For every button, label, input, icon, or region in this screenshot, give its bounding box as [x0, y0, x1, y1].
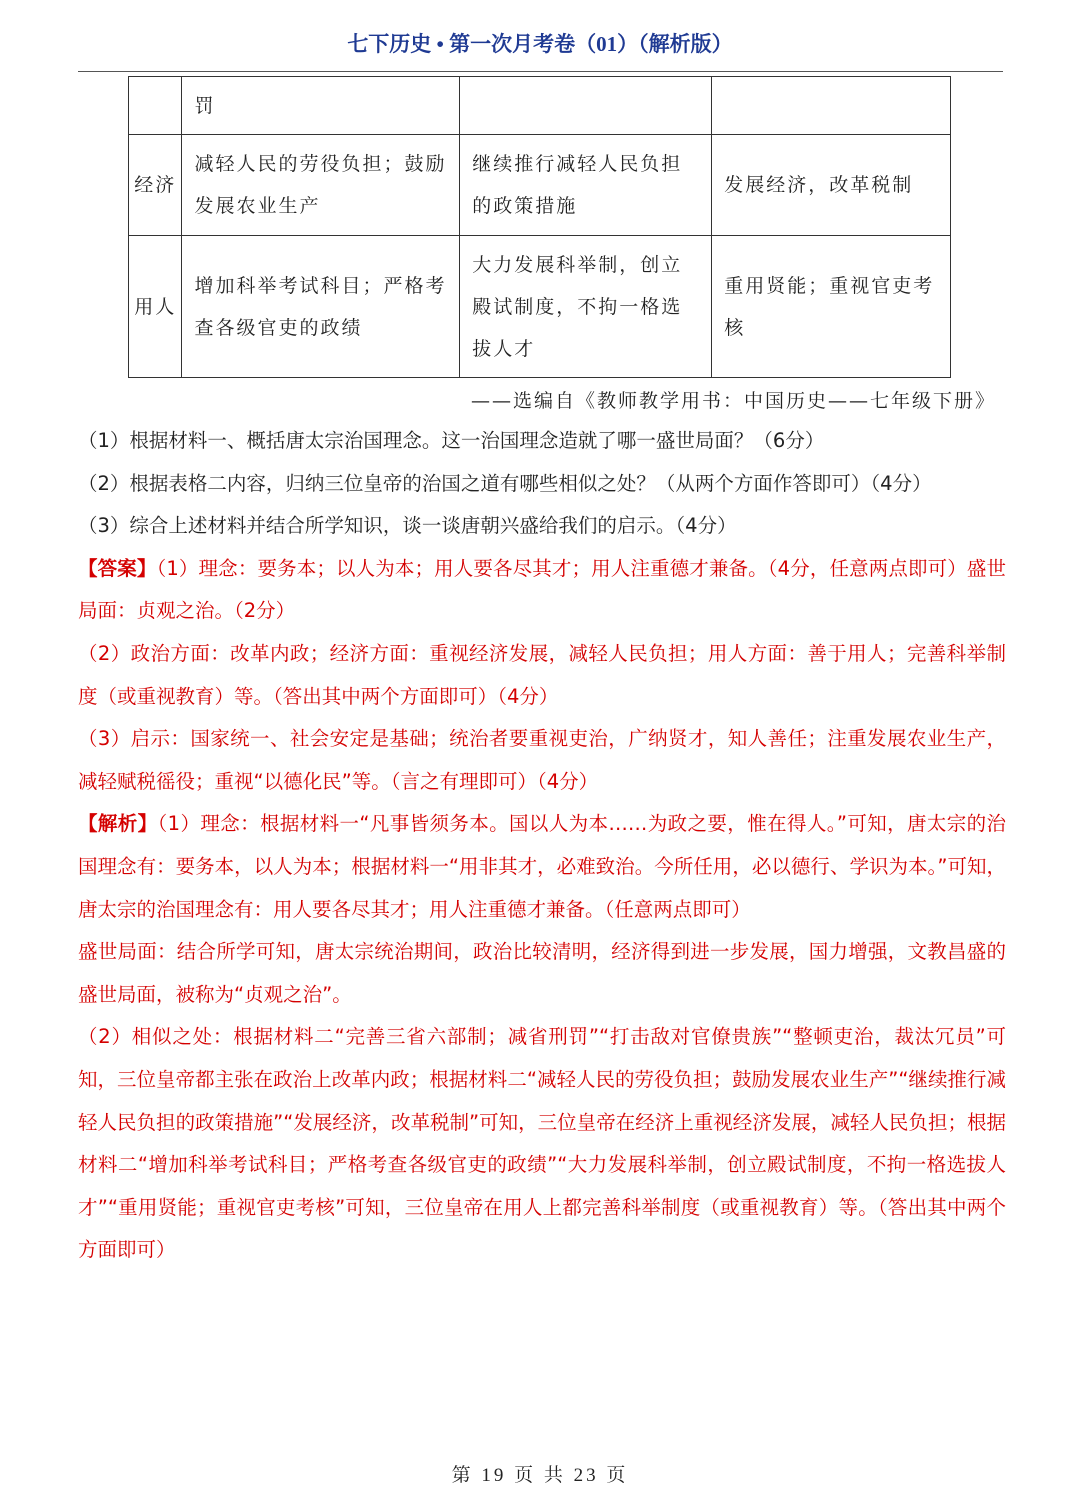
table-cell	[712, 77, 951, 135]
table-cell: 重用贤能；重视官吏考核	[712, 236, 951, 378]
question-2: （2）根据表格二内容，归纳三位皇帝的治国之道有哪些相似之处？（从两个方面作答即可）（4分）	[78, 471, 932, 495]
table-cell-label: 经济	[129, 135, 182, 236]
question-1: （1）根据材料一、概括唐太宗治国理念。这一治国理念造就了哪一盛世局面？（6分）	[78, 429, 825, 452]
answer-tag: 【答案】	[78, 556, 157, 580]
page-number: 第 19 页 共 23 页	[451, 1465, 629, 1486]
question-and-answer-body	[78, 420, 1006, 1272]
table-cell: 发展经济，改革税制	[712, 135, 951, 236]
table-cell	[460, 77, 712, 135]
table-cell: 继续推行减轻人民负担的政策措施	[460, 135, 712, 236]
table-cell: 大力发展科举制，创立殿试制度，不拘一格选拔人才	[460, 236, 712, 378]
table-cell: 减轻人民的劳役负担；鼓励发展农业生产	[182, 135, 460, 236]
table-cell: 罚	[182, 77, 460, 135]
table-row	[129, 236, 951, 378]
table-cell-label: 用人	[129, 236, 182, 378]
analysis-paragraph-3: （2）相似之处：根据材料二“完善三省六部制；减省刑罚”“打击敌对官僚贵族”“整顿吏治，裁汰冗员”可知，三位皇帝都主张在政治上改革内政；根据材料二“减轻人民的劳役负担；鼓励发展农业生产”“继续推行减轻人民负担的政策措施”“发展经济，改革税制”可知，三位皇帝在经济上重视经济发展，减轻人民负担；根据材料二“增加科举考试科目；严格考查各级官吏的政绩”“大力发展科举制，创立殿试制度，不拘一格选拔人才”“重用贤能；重视官吏考核”可知，三位皇帝在用人上都完善科举制度（或重视教育）等。（答出其中两个方面即可）	[78, 1025, 1006, 1262]
analysis-paragraph-1	[78, 803, 1006, 931]
question-3: （3）综合上述材料并结合所学知识，谈一谈唐朝兴盛给我们的启示。（4分）	[78, 514, 737, 538]
comparison-table	[128, 76, 951, 378]
answer-paragraph-2: （2）政治方面：改革内政；经济方面：重视经济发展，减轻人民负担；用人方面：善于用人；完善科举制度（或重视教育）等。（答出其中两个方面即可）（4分）	[78, 641, 1006, 708]
answer-text-1: （1）理念：要务本；以人为本；用人要各尽其才；用人注重德才兼备。（4分，任意两点即可）盛世局面：贞观之治。（2分）	[78, 556, 1006, 623]
table-source-citation: ——选编自《教师教学用书：中国历史——七年级下册》	[470, 390, 996, 412]
table-cell-label	[129, 77, 182, 135]
table-cell: 增加科举考试科目；严格考查各级官吏的政绩	[182, 236, 460, 378]
page-header-title: 七下历史 • 第一次月考卷（01）（解析版）	[347, 32, 733, 56]
table-row	[129, 77, 951, 135]
header-divider	[78, 71, 1003, 72]
analysis-text-1: （1）理念：根据材料一“凡事皆须务本。国以人为本……为政之要，惟在得人。”可知，唐太宗的治国理念有：要务本，以人为本；根据材料一“用非其才，必难致治。今所任用，必以德行、学识为本。”可知，唐太宗的治国理念有：用人要各尽其才；用人注重德才兼备。（任意两点即可）	[78, 812, 1006, 921]
analysis-tag: 【解析】	[78, 812, 158, 836]
analysis-paragraph-2: 盛世局面：结合所学可知，唐太宗统治期间，政治比较清明，经济得到进一步发展，国力增强，文教昌盛的盛世局面，被称为“贞观之治”。	[78, 940, 1006, 1006]
answer-paragraph-3: （3）启示：国家统一、社会安定是基础；统治者要重视吏治，广纳贤才，知人善任；注重发展农业生产，减轻赋税徭役；重视“以德化民”等。（言之有理即可）（4分）	[78, 727, 1006, 793]
table-row	[129, 135, 951, 236]
answer-paragraph-1	[78, 548, 1006, 633]
